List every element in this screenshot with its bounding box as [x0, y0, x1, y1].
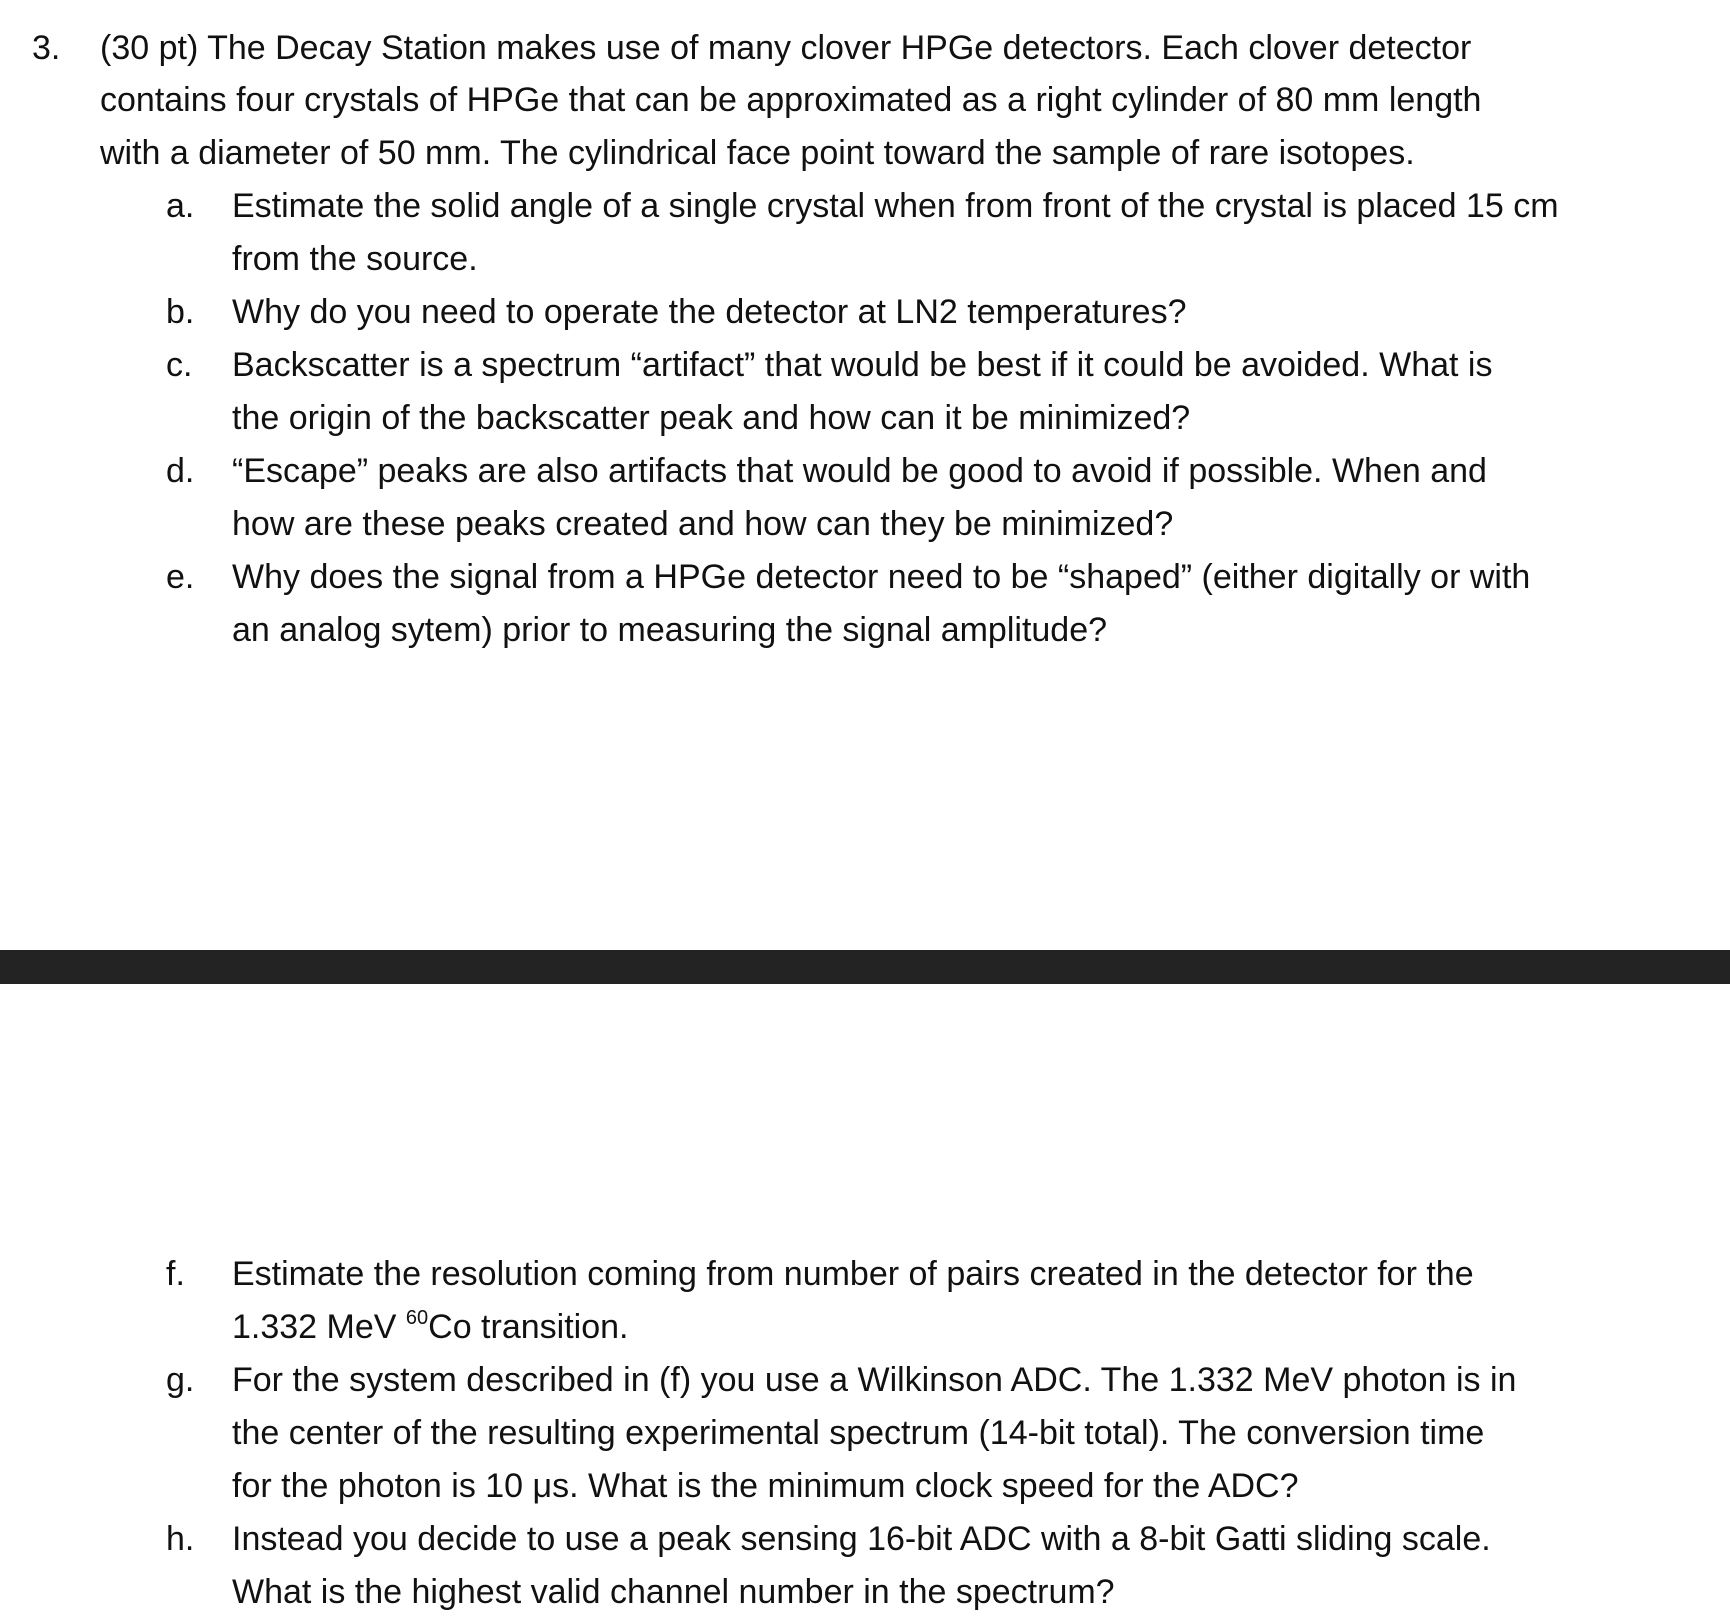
part-g-line-2: the center of the resulting experimental spectrum (14-bit total). The conversion time: [232, 1414, 1485, 1452]
part-b-marker: b.: [166, 293, 195, 331]
part-c-marker: c.: [166, 346, 193, 384]
question-intro-line-2: contains four crystals of HPGe that can be approximated as a right cylinder of 80 mm length: [100, 81, 1482, 119]
question-intro-line-3: with a diameter of 50 mm. The cylindrical face point toward the sample of rare isotopes.: [100, 134, 1415, 172]
part-a-line-1: Estimate the solid angle of a single crystal when from front of the crystal is placed 15 cm: [232, 187, 1559, 225]
part-f-line-1: Estimate the resolution coming from number of pairs created in the detector for the: [232, 1255, 1474, 1293]
isotope-mass-number: 60: [405, 1307, 429, 1329]
part-f-transition-text: Co transition.: [428, 1308, 629, 1346]
question-intro-line-1: (30 pt) The Decay Station makes use of many clover HPGe detectors. Each clover detector: [100, 29, 1472, 67]
part-d-line-2: how are these peaks created and how can they be minimized?: [232, 505, 1174, 543]
part-e-line-1: Why does the signal from a HPGe detector need to be “shaped” (either digitally or with: [232, 558, 1531, 596]
part-c-line-1: Backscatter is a spectrum “artifact” that would be best if it could be avoided. What is: [232, 346, 1493, 384]
part-h-line-2: What is the highest valid channel number in the spectrum?: [232, 1573, 1115, 1611]
part-c-line-2: the origin of the backscatter peak and how can it be minimized?: [232, 399, 1191, 437]
part-h-marker: h.: [166, 1520, 195, 1558]
part-h-line-1: Instead you decide to use a peak sensing 16-bit ADC with a 8-bit Gatti sliding scale.: [232, 1520, 1491, 1558]
page-break-divider: [0, 950, 1730, 984]
part-f-energy-text: 1.332 MeV: [232, 1308, 406, 1346]
part-e-marker: e.: [166, 558, 195, 596]
part-e-line-2: an analog sytem) prior to measuring the signal amplitude?: [232, 611, 1108, 649]
part-d-line-1: “Escape” peaks are also artifacts that would be good to avoid if possible. When and: [232, 452, 1487, 490]
part-b-line-1: Why do you need to operate the detector at LN2 temperatures?: [232, 293, 1187, 331]
part-g-line-1: For the system described in (f) you use a Wilkinson ADC. The 1.332 MeV photon is in: [232, 1361, 1517, 1399]
part-g-line-3: for the photon is 10 μs. What is the minimum clock speed for the ADC?: [232, 1467, 1299, 1505]
part-a-line-2: from the source.: [232, 240, 478, 278]
question-number: 3.: [32, 29, 61, 67]
part-g-marker: g.: [166, 1361, 195, 1399]
part-d-marker: d.: [166, 452, 195, 490]
part-f-marker: f.: [166, 1255, 185, 1293]
part-f-line-2: [232, 1307, 628, 1347]
part-a-marker: a.: [166, 187, 195, 225]
